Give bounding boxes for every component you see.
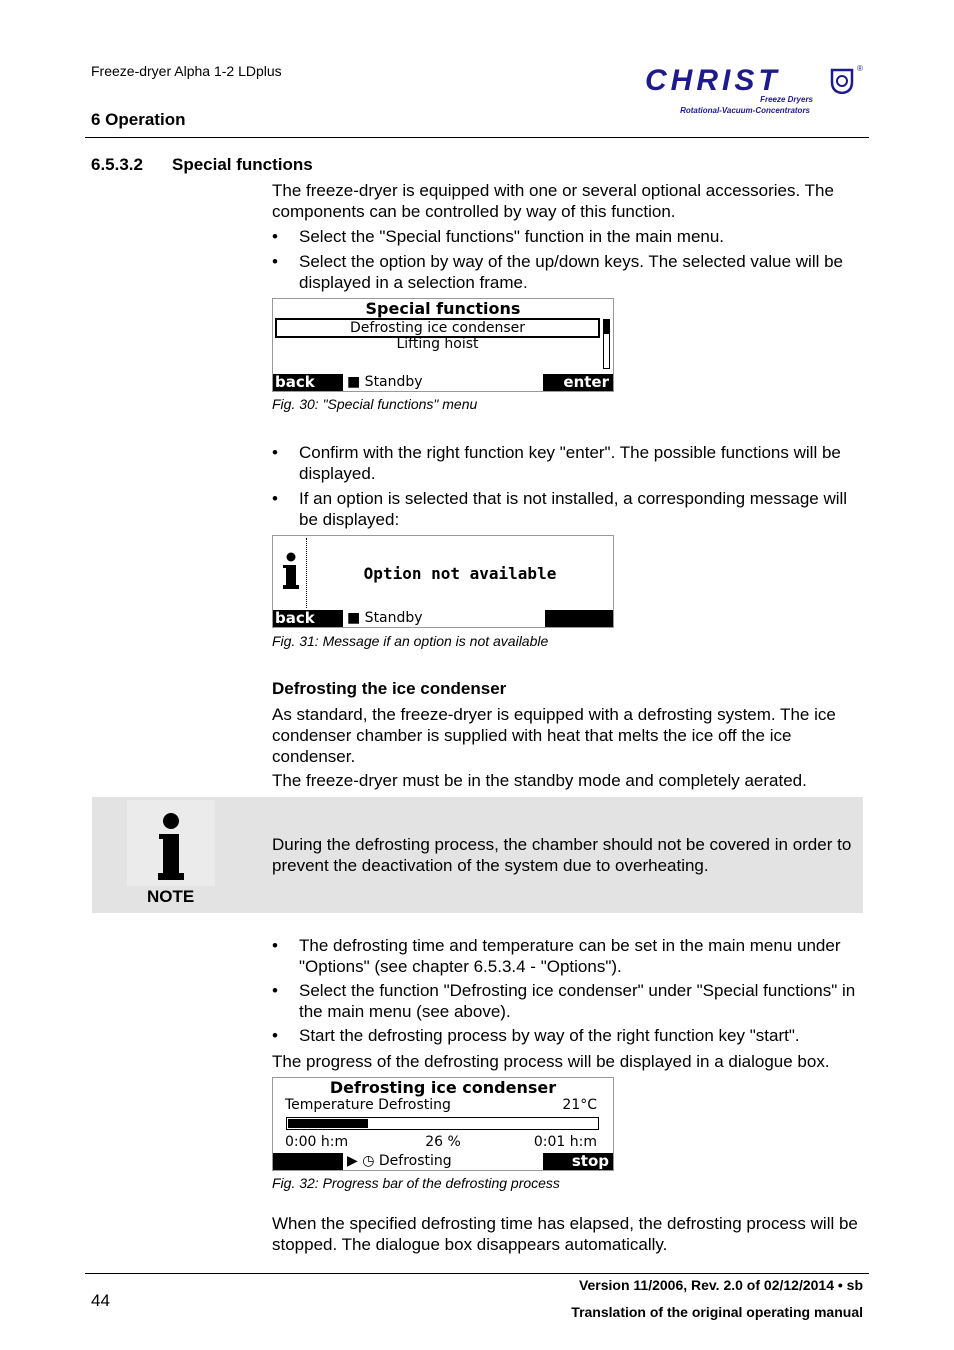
bullet-mark: • (272, 489, 278, 508)
temperature-label: Temperature Defrosting (285, 1097, 451, 1113)
progress-fill (288, 1119, 368, 1128)
option-message: Option not available (363, 564, 557, 583)
intro-paragraph: The freeze-dryer is equipped with one or several optional accessories. The components can be controlled by way of this function. (272, 181, 834, 221)
note-label: NOTE (147, 887, 195, 906)
option-message-display (272, 535, 614, 628)
bullet-mark: • (272, 227, 278, 246)
section-number: 6.5.3.2 (91, 155, 143, 174)
status-text: ■ Standby (347, 374, 423, 390)
stop-key[interactable]: stop (543, 1153, 613, 1170)
note-info-icon (157, 812, 185, 882)
logo-line-freeze-dryers: Freeze Dryers (760, 95, 813, 104)
status-text: ▶ ◷ Defrosting (347, 1153, 452, 1169)
translation-line: Translation of the original operating manual (571, 1304, 863, 1320)
display-title: Special functions (365, 299, 521, 318)
menu-item-selected[interactable]: Defrosting ice condenser (275, 318, 600, 338)
status-text: ■ Standby (347, 610, 423, 626)
back-key[interactable]: back (273, 374, 343, 391)
header-divider (85, 137, 869, 138)
document-title: Freeze-dryer Alpha 1-2 LDplus (91, 63, 282, 79)
scrollbar-thumb[interactable] (604, 320, 609, 334)
total-time: 0:01 h:m (533, 1134, 597, 1150)
footer-divider (85, 1273, 869, 1274)
version-line: Version 11/2006, Rev. 2.0 of 02/12/2014 • sb (578, 1277, 863, 1293)
progress-intro-paragraph: The progress of the defrosting process will be displayed in a dialogue box. (272, 1052, 830, 1071)
progress-percent: 26 % (425, 1134, 461, 1150)
menu-item[interactable]: Lifting hoist (396, 336, 479, 352)
bullet-mark: • (272, 1026, 278, 1045)
special-functions-display (272, 298, 614, 392)
bullet-mark: • (272, 443, 278, 462)
enter-key[interactable]: enter (543, 374, 613, 391)
section-title: Special functions (172, 155, 313, 174)
defrost-paragraph: As standard, the freeze-dryer is equipped with a defrosting system. The ice condenser chamber is supplied with heat that melts the ice off the ice condenser. (272, 705, 836, 766)
back-key[interactable]: back (273, 610, 343, 627)
note-text: During the defrosting process, the chamber should not be covered in order to prevent the deactivation of the system due to overheating. (272, 835, 852, 875)
logo-emblem-icon (829, 68, 855, 94)
closing-paragraph: When the specified defrosting time has elapsed, the defrosting process will be stopped. The dialogue box disappears automatically. (272, 1214, 858, 1254)
blank-right-key[interactable] (545, 610, 613, 627)
bullet-mark: • (272, 252, 278, 271)
progress-bar (286, 1117, 599, 1130)
bullet-mark: • (272, 981, 278, 1000)
display-title: Defrosting ice condenser (329, 1078, 557, 1097)
bullet-mark: • (272, 936, 278, 955)
blank-left-key[interactable] (273, 1153, 343, 1170)
figure-caption: Fig. 31: Message if an option is not available (272, 633, 549, 649)
figure-caption: Fig. 32: Progress bar of the defrosting process (272, 1175, 560, 1191)
page-number: 44 (91, 1291, 110, 1310)
elapsed-time: 0:00 h:m (285, 1134, 349, 1150)
subsection-heading: Defrosting the ice condenser (272, 679, 507, 698)
function-key-bar (273, 610, 613, 627)
info-icon (281, 552, 301, 590)
note-icon-panel (127, 800, 215, 886)
standby-paragraph: The freeze-dryer must be in the standby mode and completely aerated. (272, 771, 807, 790)
christ-logo (643, 64, 865, 118)
logo-wordmark: CHRIST (645, 64, 781, 97)
temperature-value: 21°C (562, 1097, 597, 1113)
function-key-bar (273, 374, 613, 391)
function-key-bar (273, 1153, 613, 1170)
logo-registered-mark: ® (857, 64, 863, 73)
logo-line-rvc: Rotational-Vacuum-Concentrators (680, 106, 810, 115)
figure-caption: Fig. 30: "Special functions" menu (272, 396, 478, 412)
scrollbar[interactable] (603, 319, 610, 369)
defrosting-progress-display (272, 1077, 614, 1171)
chapter-heading: 6 Operation (91, 110, 186, 129)
